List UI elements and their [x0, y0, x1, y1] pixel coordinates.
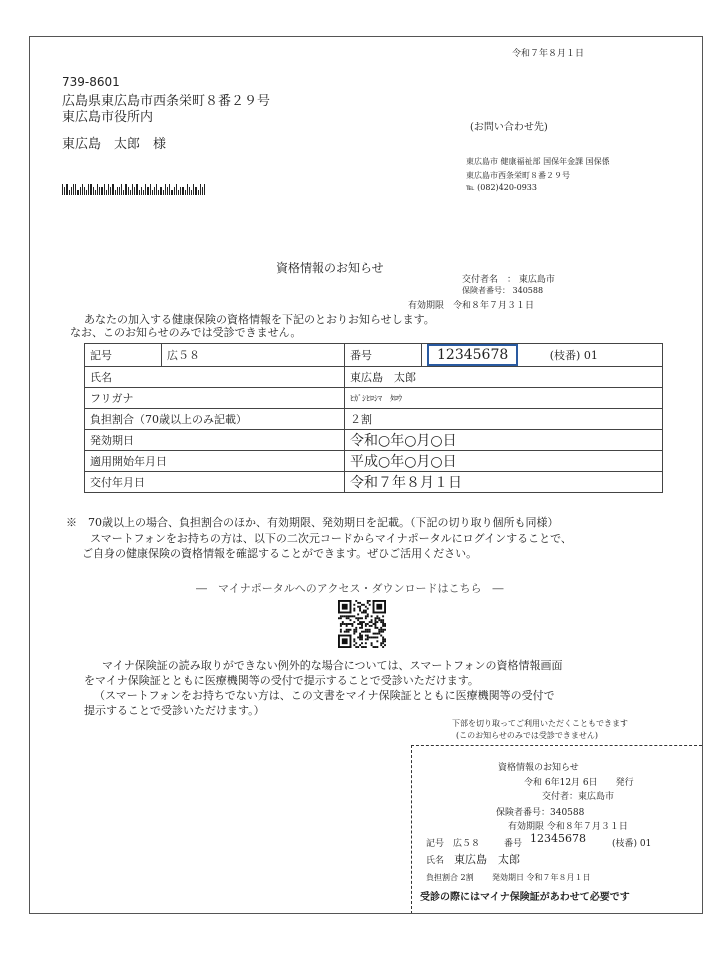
smartphone-line-1: スマートフォンをお持ちの方は、以下の二次元コードからマイナポータルにログインすることで、 — [90, 532, 572, 545]
burden-label: 負担割合（70歳以上のみ記載） — [85, 409, 345, 430]
notice-intro-line-2: なお、このお知らせのみでは受診できません。 — [70, 326, 302, 339]
effective-label: 発効期日 — [85, 430, 345, 451]
coupon-edaban: (枝番) 01 — [612, 839, 652, 849]
table-row — [85, 344, 663, 367]
postal-code: 739-8601 — [62, 75, 120, 89]
name-label: 氏名 — [85, 367, 345, 388]
contact-heading: (お問い合わせ先) — [470, 122, 548, 133]
burden-value: ２割 — [345, 409, 663, 430]
coupon-bangou-value: 12345678 — [530, 832, 586, 845]
furigana-value: ﾋｶﾞｼﾋﾛｼﾏ ﾀﾛｳ — [345, 388, 663, 409]
table-row — [85, 430, 663, 451]
start-value: 平成○年○月○日 — [345, 451, 663, 472]
notice-issuer: 交付者名 ： 東広島市 — [462, 275, 555, 285]
kigou-value: 広５８ — [162, 344, 345, 367]
portal-heading: ― マイナポータルへのアクセス・ダウンロードはこちら ― — [196, 582, 504, 595]
coupon-kigou: 記号 広５８ — [426, 839, 481, 849]
document-date: 令和７年８月１日 — [512, 49, 585, 59]
coupon-burden: 負担割合 2割 — [426, 873, 474, 882]
coupon-expiry: 有効期限 令和８年７月３１日 — [508, 822, 628, 832]
bangou-value: 12345678 — [427, 344, 518, 366]
qualification-table — [84, 343, 663, 493]
exception-line-1: マイナ保険証の読み取りができない例外的な場合については、スマートフォンの資格情報画面 — [102, 659, 563, 672]
coupon-footer: 受診の際にはマイナ保険証があわせて必要です — [420, 892, 630, 903]
start-label: 適用開始年月日 — [85, 451, 345, 472]
coupon-insurer-number: 保険者番号：340588 — [496, 808, 585, 818]
effective-value: 令和○年○月○日 — [345, 430, 663, 451]
cut-instruction-line-2: (このお知らせのみでは受診できません) — [456, 731, 599, 740]
detachable-coupon — [411, 745, 702, 914]
table-row — [85, 472, 663, 493]
table-row — [85, 367, 663, 388]
edaban: (枝番) 01 — [549, 349, 598, 362]
smartphone-line-2: ご自身の健康保険の資格情報を確認することができます。ぜひご活用ください。 — [82, 547, 478, 560]
coupon-issuer: 交付者：東広島市 — [542, 792, 615, 802]
asterisk-note: ※ 70歳以上の場合、負担割合のほか、有効期限、発効期日を記載。（下記の切り取り個所も同様） — [66, 516, 559, 529]
issue-label: 交付年月日 — [85, 472, 345, 493]
address-line-1: 広島県東広島市西条栄町８番２９号 — [62, 94, 271, 109]
exception-line-3: （スマートフォンをお持ちでない方は、この文書をマイナ保険証とともに医療機関等の受付で — [94, 689, 555, 702]
contact-address: 東広島市西条栄町８番２９号 — [466, 171, 570, 180]
coupon-title: 資格情報のお知らせ — [498, 763, 579, 773]
address-line-2: 東広島市役所内 — [62, 110, 154, 125]
contact-department: 東広島市 健康福祉部 国保年金課 国保係 — [466, 157, 610, 166]
notice-title: 資格情報のお知らせ — [276, 261, 384, 275]
notice-intro-line-1: あなたの加入する健康保険の資格情報を下記のとおりお知らせします。 — [84, 313, 435, 326]
page-bottom-border — [29, 913, 702, 914]
postal-barcode — [62, 184, 205, 195]
coupon-name-label: 氏名 — [426, 856, 445, 866]
table-row — [85, 388, 663, 409]
notice-insurer-number: 保険者番号： 340588 — [462, 286, 544, 295]
coupon-name-value: 東広島 太郎 — [454, 853, 520, 866]
kigou-label: 記号 — [85, 344, 162, 367]
coupon-bangou-label: 番号 — [504, 839, 523, 849]
notice-expiry: 有効期限 令和８年７月３１日 — [408, 301, 535, 311]
bangou-label: 番号 — [345, 344, 422, 367]
coupon-effective: 発効期日 令和７年８月１日 — [492, 873, 591, 882]
qr-code[interactable] — [338, 600, 386, 648]
name-value: 東広島 太郎 — [345, 367, 663, 388]
table-row — [85, 409, 663, 430]
coupon-date-issued: 令和 6年12月 6日 発行 — [524, 778, 634, 788]
issue-value: 令和７年８月１日 — [345, 472, 663, 493]
cut-instruction-line-1: 下部を切り取ってご利用いただくこともできます — [452, 719, 628, 728]
contact-phone: ℡ (082)420-0933 — [466, 183, 537, 192]
table-row — [85, 451, 663, 472]
recipient-name: 東広島 太郎 様 — [62, 137, 167, 152]
furigana-label: フリガナ — [85, 388, 345, 409]
exception-line-2: をマイナ保険証とともに医療機関等の受付で提示することで受診いただけます。 — [84, 674, 479, 687]
exception-line-4: 提示することで受診いただけます。） — [84, 704, 265, 717]
